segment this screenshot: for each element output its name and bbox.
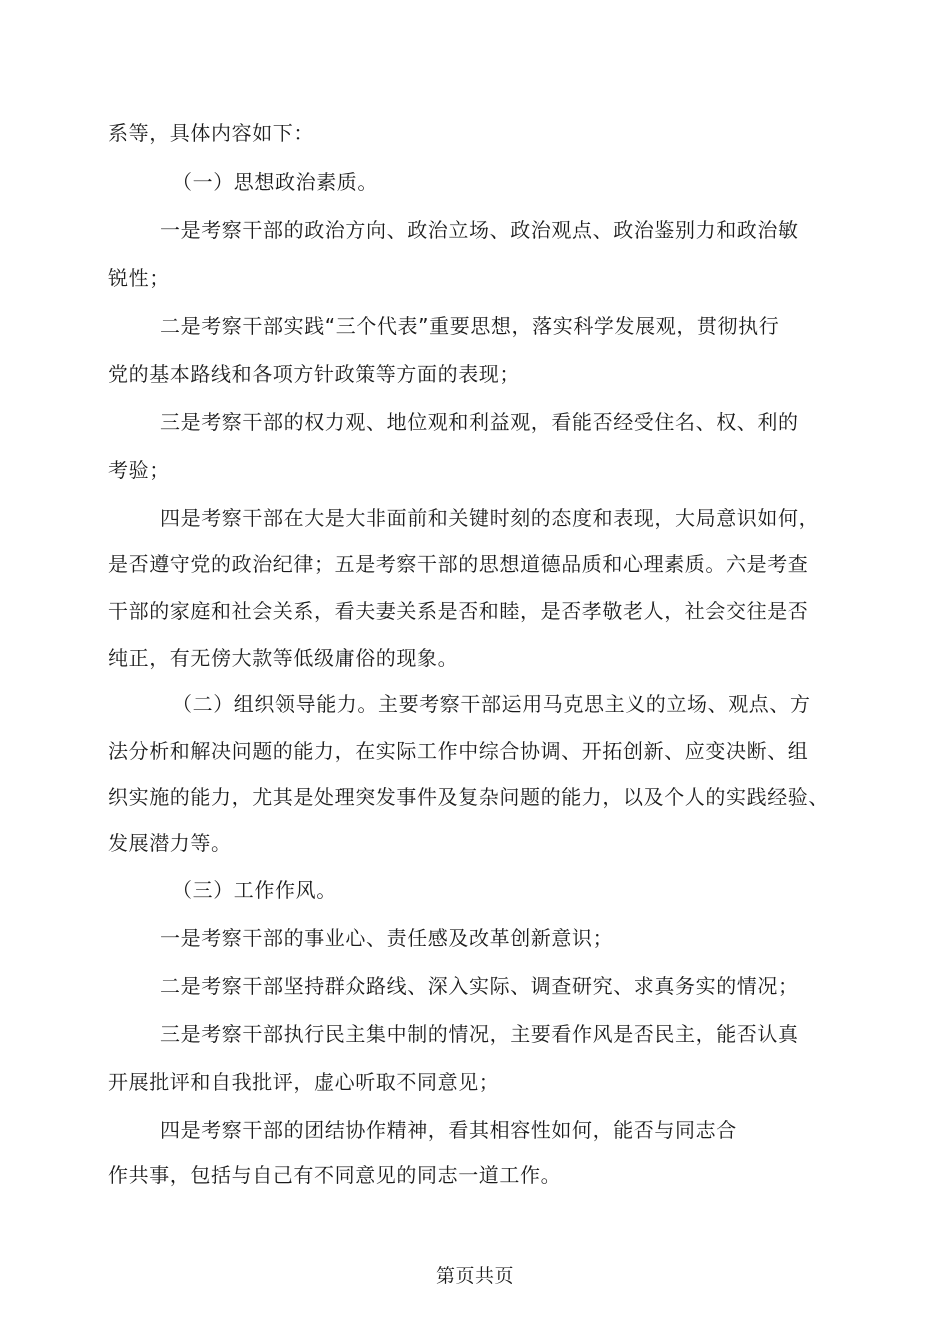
text-line: 是否遵守党的政治纪律；五是考察干部的思想道德品质和心理素质。六是考查 (108, 552, 809, 576)
text-line: 纯正，有无傍大款等低级庸俗的现象。 (108, 646, 459, 670)
text-line: 考验； (108, 458, 170, 482)
section-heading: （一）思想政治素质。 (172, 170, 378, 194)
text-line: 二是考察干部坚持群众路线、深入实际、调查研究、求真务实的情况； (160, 974, 799, 998)
text-line: 四是考察干部的团结协作精神，看其相容性如何，能否与同志合 (160, 1118, 737, 1142)
text-line: 系等，具体内容如下： (108, 121, 314, 145)
section-heading: （二）组织领导能力。主要考察干部运用马克思主义的立场、观点、方 (172, 692, 811, 716)
text-line: 党的基本路线和各项方针政策等方面的表现； (108, 362, 520, 386)
text-line: 二是考察干部实践“三个代表”重要思想，落实科学发展观，贯彻执行 (160, 314, 780, 338)
text-line: 干部的家庭和社会关系，看夫妻关系是否和睦，是否孝敬老人，社会交往是否 (108, 599, 809, 623)
text-line: 法分析和解决问题的能力，在实际工作中综合协调、开拓创新、应变决断、组 (108, 739, 809, 763)
text-line: 一是考察干部的事业心、责任感及改革创新意识； (160, 926, 614, 950)
text-line: 开展批评和自我批评，虚心听取不同意见； (108, 1070, 500, 1094)
section-heading: （三）工作作风。 (172, 878, 337, 902)
text-line: 锐性； (108, 266, 170, 290)
text-line: 一是考察干部的政治方向、政治立场、政治观点、政治鉴别力和政治敏 (160, 218, 799, 242)
text-line: 作共事，包括与自己有不同意见的同志一道工作。 (108, 1163, 562, 1187)
text-line: 四是考察干部在大是大非面前和关键时刻的态度和表现，大局意识如何， (160, 506, 820, 530)
text-line: 三是考察干部执行民主集中制的情况，主要看作风是否民主，能否认真 (160, 1022, 799, 1046)
text-line: 发展潜力等。 (108, 831, 232, 855)
text-line: 织实施的能力，尤其是处理突发事件及复杂问题的能力，以及个人的实践经验、 (108, 785, 829, 809)
text-line: 三是考察干部的权力观、地位观和利益观，看能否经受住名、权、利的 (160, 410, 799, 434)
page-footer: 第页共页 (435, 1265, 514, 1287)
